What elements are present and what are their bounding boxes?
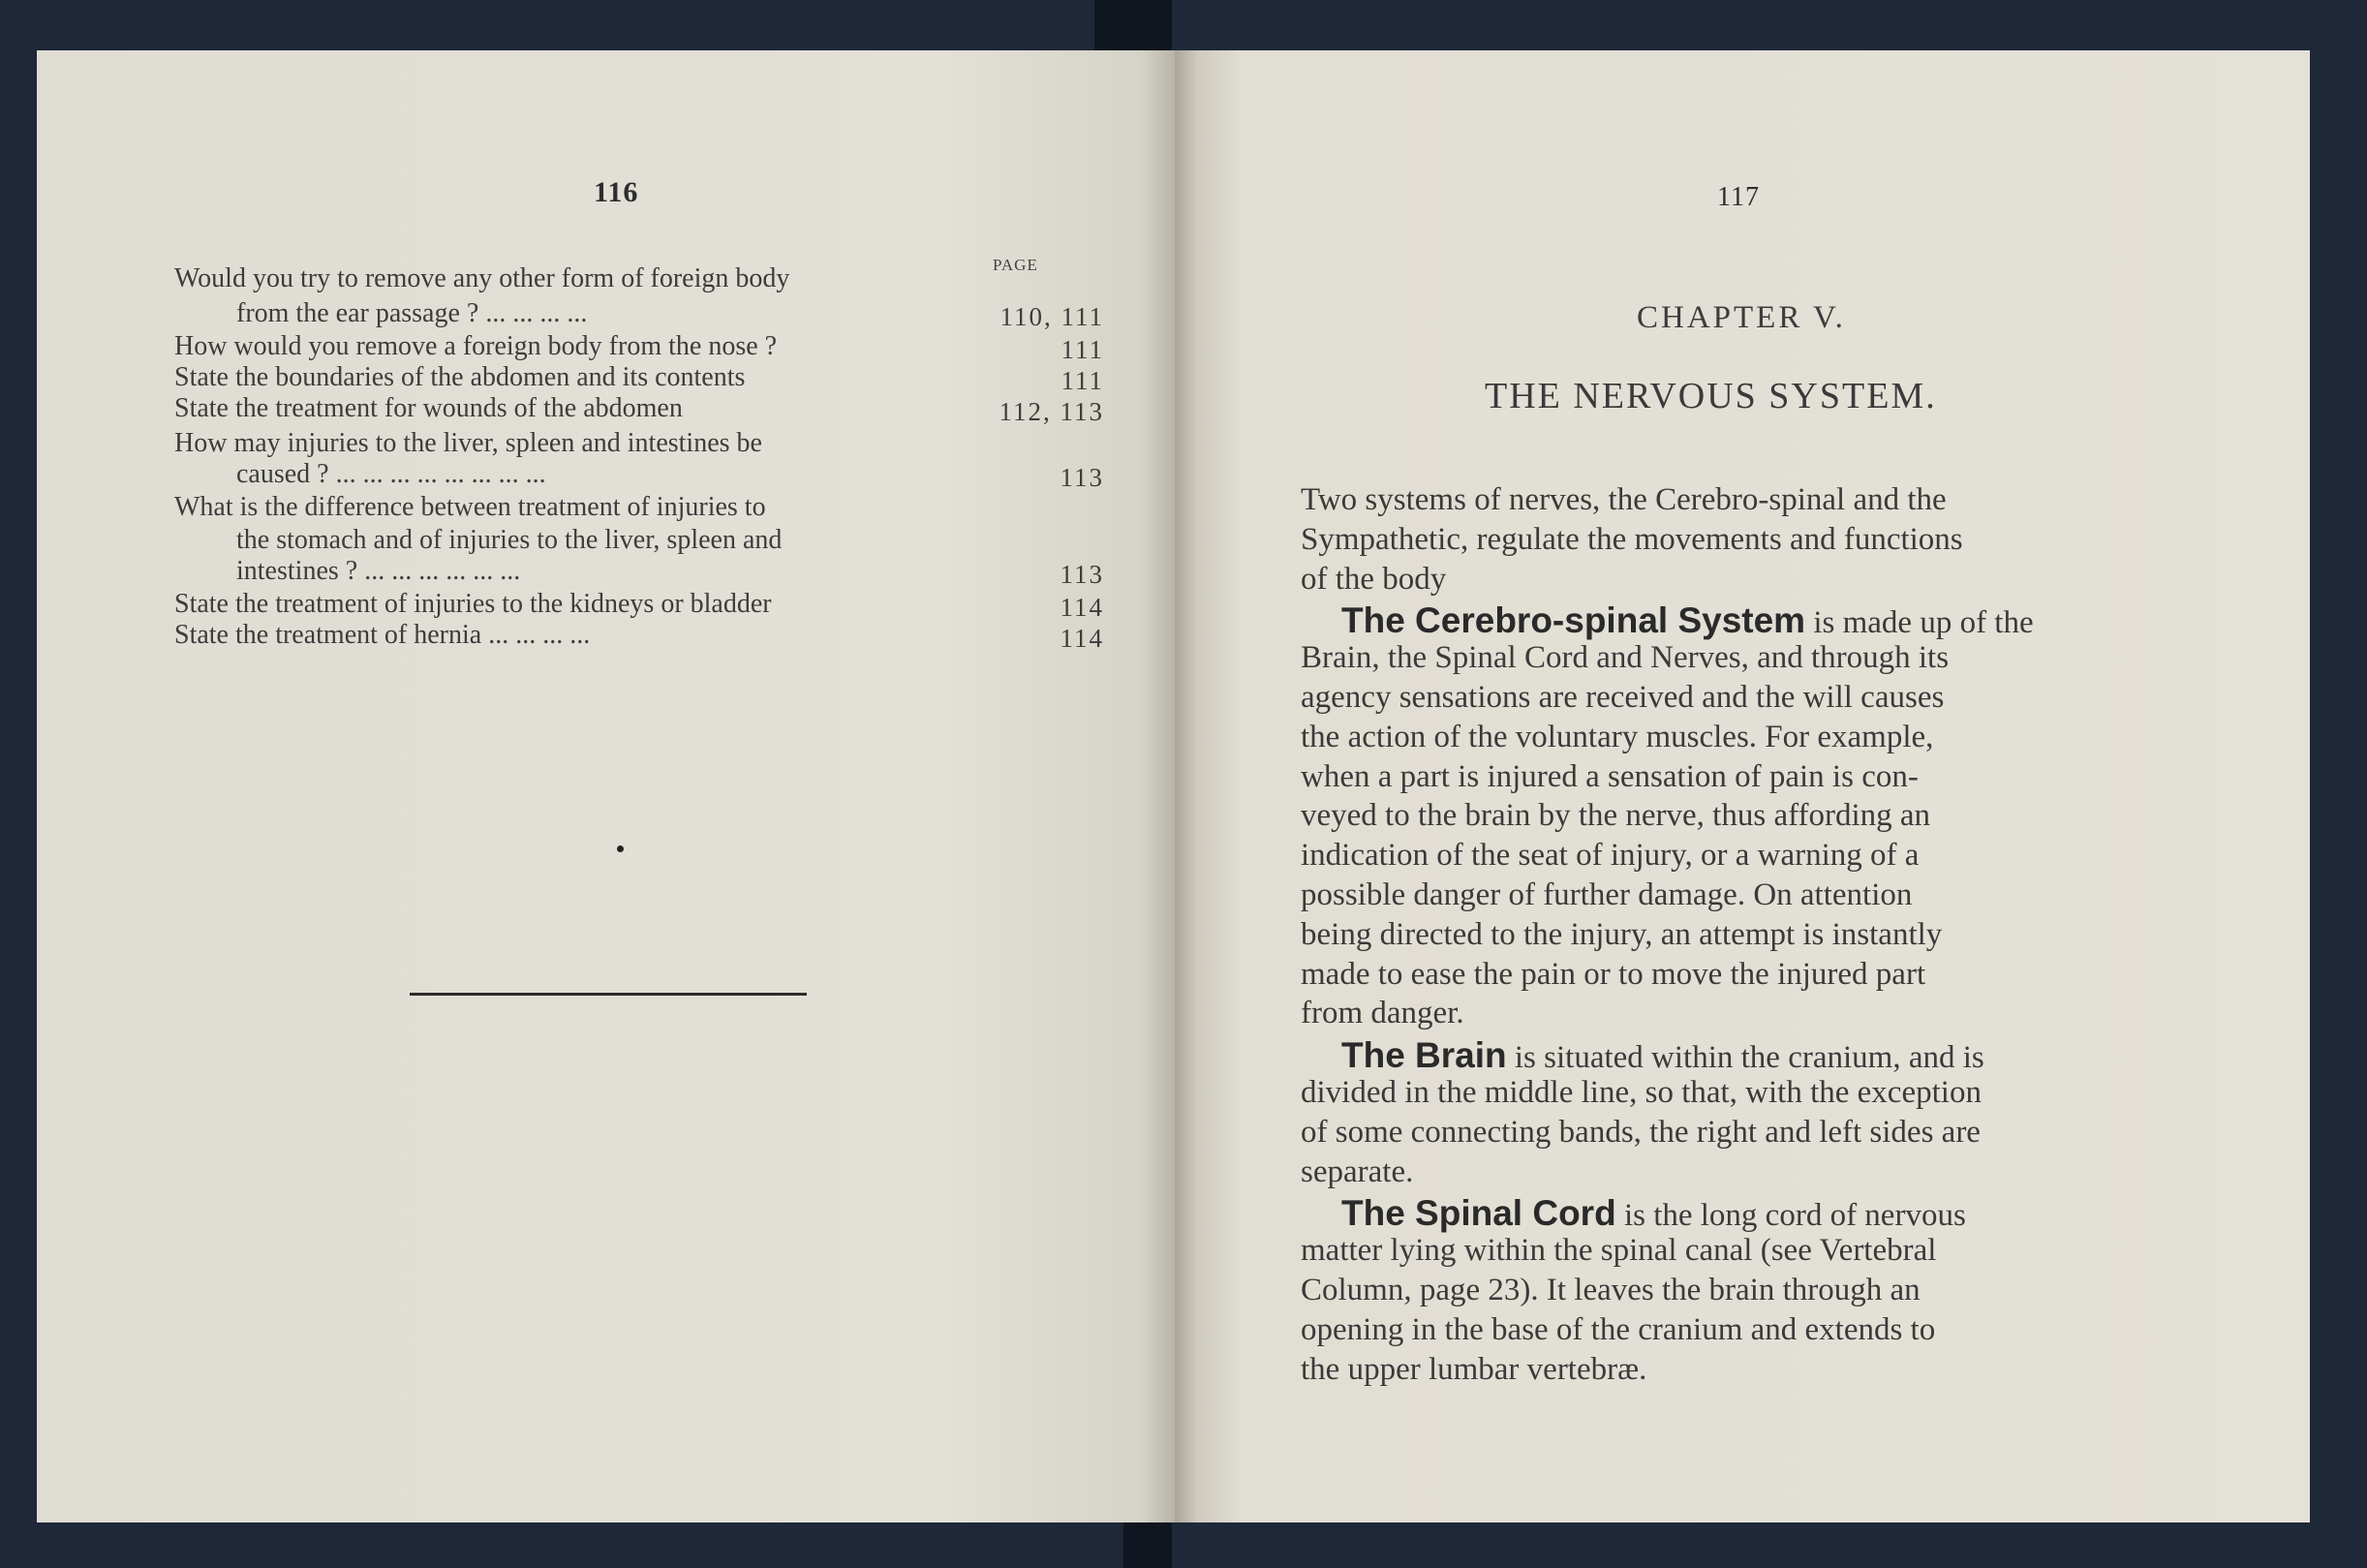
question-line: State the treatment of hernia ... ... ... ... xyxy=(174,620,591,650)
body-line xyxy=(1301,522,1963,558)
bold-term: The Brain xyxy=(1341,1035,1507,1075)
body-line xyxy=(1301,720,1933,755)
page-reference: 111 xyxy=(1061,366,1104,395)
body-line xyxy=(1301,1075,1982,1111)
body-line xyxy=(1301,759,1919,795)
body-text-span: divided in the middle line, so that, with the exception xyxy=(1301,1075,1982,1110)
body-line xyxy=(1341,600,2034,641)
question-line: from the ear passage ? ... ... ... ... xyxy=(236,298,588,328)
section-end-rule xyxy=(410,993,807,996)
body-line xyxy=(1301,562,1446,598)
page-number: 117 xyxy=(1717,182,1760,212)
body-text-span: Brain, the Spinal Cord and Nerves, and through its xyxy=(1301,640,1950,675)
ink-dot xyxy=(617,845,624,852)
body-line xyxy=(1301,798,1930,834)
question-line: State the treatment of injuries to the kidneys or bladder xyxy=(174,589,772,619)
left-page xyxy=(37,50,1175,1522)
body-text-span: agency sensations are received and the will causes xyxy=(1301,680,1945,715)
body-line xyxy=(1341,1193,1966,1234)
body-line xyxy=(1301,1273,1921,1308)
page-reference: 114 xyxy=(1060,624,1104,653)
body-text-span: is the long cord of nervous xyxy=(1615,1198,1966,1233)
chapter-heading: CHAPTER V. xyxy=(1637,300,1846,335)
body-text-span: made to ease the pain or to move the injured part xyxy=(1301,957,1926,992)
body-text-span: Sympathetic, regulate the movements and functions xyxy=(1301,522,1963,557)
body-line xyxy=(1301,640,1949,676)
question-line: caused ? ... ... ... ... ... ... ... ... xyxy=(236,459,546,489)
body-line xyxy=(1301,1233,1936,1269)
body-line xyxy=(1301,1352,1646,1388)
question-line: Would you try to remove any other form of foreign body xyxy=(174,263,790,293)
chapter-title: THE NERVOUS SYSTEM. xyxy=(1485,376,1937,416)
page-number: 116 xyxy=(594,176,639,208)
body-line xyxy=(1301,680,1944,716)
page-reference: 112, 113 xyxy=(999,397,1104,426)
body-text-span: of the body xyxy=(1301,562,1447,597)
body-text-span: is situated within the cranium, and is xyxy=(1506,1040,1984,1075)
body-text-span: opening in the base of the cranium and extends to xyxy=(1301,1312,1936,1347)
body-line xyxy=(1301,482,1947,518)
body-line xyxy=(1301,957,1925,993)
question-line: the stomach and of injuries to the liver, spleen and xyxy=(236,525,783,555)
body-line xyxy=(1301,1154,1413,1190)
body-text-span: Two systems of nerves, the Cerebro-spinal and the xyxy=(1301,482,1947,517)
question-line: State the boundaries of the abdomen and its contents xyxy=(174,362,746,392)
body-text-span: the upper lumbar vertebræ. xyxy=(1301,1352,1647,1387)
body-text-span: Column, page 23). It leaves the brain through an xyxy=(1301,1273,1921,1307)
page-reference: 111 xyxy=(1061,335,1104,364)
page-reference: 114 xyxy=(1060,593,1104,622)
question-line: How may injuries to the liver, spleen and intestines be xyxy=(174,428,762,458)
body-text-span: being directed to the injury, an attempt is instantly xyxy=(1301,917,1943,952)
question-line: How would you remove a foreign body from the nose ? xyxy=(174,331,778,361)
book-spine-top xyxy=(1094,0,1172,50)
body-line xyxy=(1341,1035,1984,1076)
book-spine-bottom xyxy=(1123,1522,1172,1568)
bold-term: The Spinal Cord xyxy=(1341,1193,1616,1233)
question-line: What is the difference between treatment of injuries to xyxy=(174,492,766,522)
page-reference: 113 xyxy=(1060,463,1104,492)
body-line xyxy=(1301,838,1919,874)
body-line xyxy=(1301,996,1464,1031)
page-reference: 110, 111 xyxy=(999,302,1104,331)
question-line: intestines ? ... ... ... ... ... ... xyxy=(236,556,521,586)
right-page xyxy=(1175,50,2310,1522)
body-text-span: the action of the voluntary muscles. For example, xyxy=(1301,720,1934,754)
question-line: State the treatment for wounds of the abdomen xyxy=(174,393,683,423)
body-line xyxy=(1301,877,1912,913)
body-text-span: possible danger of further damage. On attention xyxy=(1301,877,1913,912)
bold-term: The Cerebro-spinal System xyxy=(1341,600,1806,640)
body-line xyxy=(1301,917,1942,953)
body-text-span: veyed to the brain by the nerve, thus affording an xyxy=(1301,798,1931,833)
page-reference: 113 xyxy=(1060,560,1104,589)
body-text-span: indication of the seat of injury, or a warning of a xyxy=(1301,838,1920,873)
body-text-span: matter lying within the spinal canal (see Vertebral xyxy=(1301,1233,1937,1268)
body-line xyxy=(1301,1115,1981,1151)
body-line xyxy=(1301,1312,1935,1348)
body-text-span: of some connecting bands, the right and left sides are xyxy=(1301,1115,1981,1150)
body-text-span: separate. xyxy=(1301,1154,1414,1189)
body-text-span: when a part is injured a sensation of pain is con- xyxy=(1301,759,1919,794)
body-text-span: from danger. xyxy=(1301,996,1464,1030)
page-column-header: PAGE xyxy=(993,256,1038,274)
body-text-span: is made up of the xyxy=(1805,605,2034,640)
